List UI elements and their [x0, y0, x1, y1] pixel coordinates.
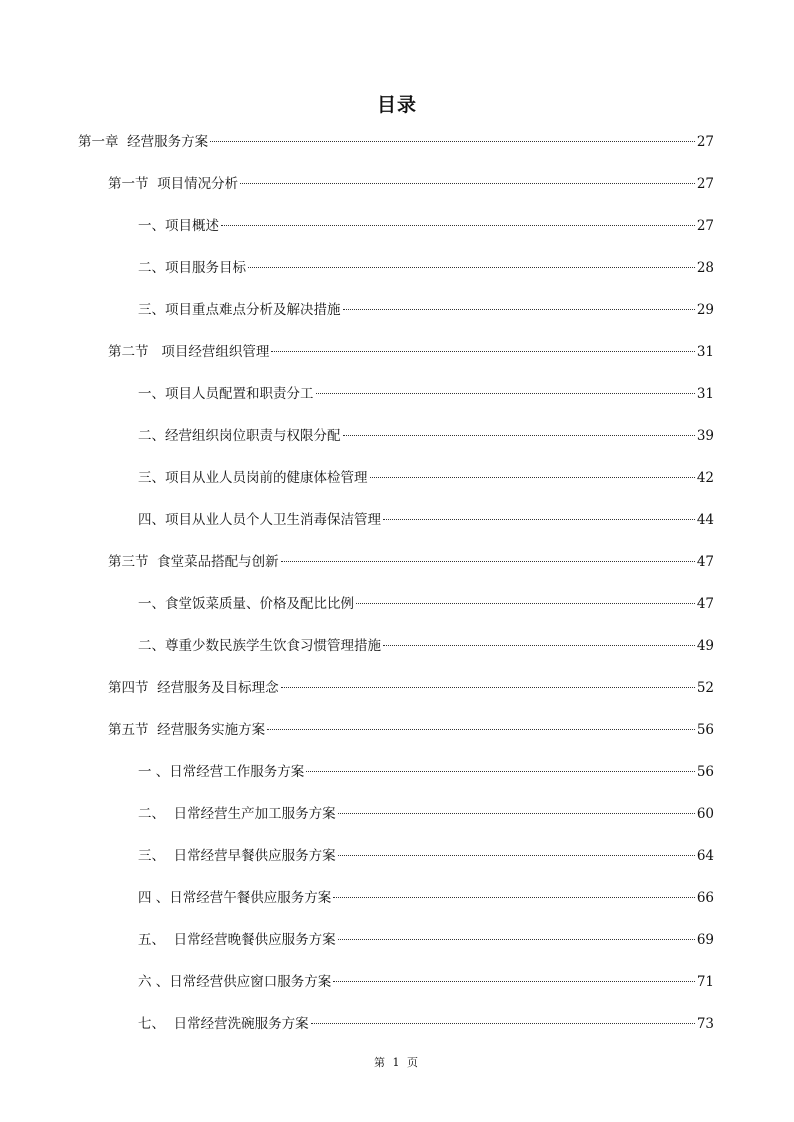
toc-entry[interactable]	[108, 677, 714, 699]
toc-entry-page: 73	[696, 1016, 714, 1032]
dot-leader	[210, 141, 695, 142]
toc-entry[interactable]	[138, 887, 714, 909]
toc-entry-page: 64	[696, 848, 714, 864]
dot-leader	[267, 729, 695, 730]
toc-entry-page: 42	[696, 470, 714, 486]
toc-entry-page: 27	[696, 176, 714, 192]
toc-entry-page: 52	[696, 680, 714, 696]
toc-entry-label: 六 、日常经营供应窗口服务方案	[138, 974, 332, 990]
toc-entry-label: 一、项目概述	[138, 218, 219, 234]
toc-entry[interactable]	[138, 593, 714, 615]
toc-entry-page: 49	[696, 638, 714, 654]
toc-entry-label: 三、项目重点难点分析及解决措施	[138, 302, 341, 318]
toc-entry-label: 第五节 经营服务实施方案	[108, 722, 266, 738]
toc-entry-label: 第一章 经营服务方案	[78, 134, 209, 150]
dot-leader	[316, 393, 695, 394]
toc-entry[interactable]	[108, 551, 714, 573]
toc-entry[interactable]	[138, 383, 714, 405]
dot-leader	[240, 183, 695, 184]
dot-leader	[306, 771, 695, 772]
toc-entry-label: 二、经营组织岗位职责与权限分配	[138, 428, 341, 444]
dot-leader	[248, 267, 695, 268]
toc-entry[interactable]	[138, 215, 714, 237]
toc-entry[interactable]	[138, 509, 714, 531]
toc-entry-label: 三、项目从业人员岗前的健康体检管理	[138, 470, 368, 486]
page-footer: 第 1 页	[374, 1056, 420, 1069]
toc-entry[interactable]	[138, 971, 714, 993]
toc-entry-page: 28	[696, 260, 714, 276]
toc-entry-label: 七、 日常经营洗碗服务方案	[138, 1016, 309, 1032]
dot-leader	[370, 477, 695, 478]
toc-entry-page: 56	[696, 764, 714, 780]
toc-entry[interactable]	[108, 341, 714, 363]
dot-leader	[338, 939, 695, 940]
dot-leader	[311, 1023, 695, 1024]
toc-entry-label: 一、项目人员配置和职责分工	[138, 386, 314, 402]
toc-entry-label: 三、 日常经营早餐供应服务方案	[138, 848, 336, 864]
dot-leader	[383, 645, 695, 646]
dot-leader	[271, 351, 694, 352]
toc-entry-label: 五、 日常经营晚餐供应服务方案	[138, 932, 336, 948]
toc-entry-label: 二、 日常经营生产加工服务方案	[138, 806, 336, 822]
dot-leader	[343, 435, 695, 436]
toc-entry-page: 47	[696, 596, 714, 612]
toc-entry[interactable]	[78, 131, 714, 153]
toc-entry-page: 44	[696, 512, 714, 528]
toc-entry[interactable]	[138, 635, 714, 657]
toc-entry-label: 一 、日常经营工作服务方案	[138, 764, 305, 780]
toc-entry[interactable]	[138, 467, 714, 489]
toc-entry-label: 一、食堂饭菜质量、价格及配比比例	[138, 596, 354, 612]
toc-entry[interactable]	[138, 299, 714, 321]
toc-entry[interactable]	[138, 1013, 714, 1035]
toc-entry[interactable]	[138, 845, 714, 867]
toc-entry-page: 66	[696, 890, 714, 906]
toc-entry-page: 39	[696, 428, 714, 444]
dot-leader	[281, 687, 695, 688]
toc-entry[interactable]	[138, 425, 714, 447]
toc-entry-page: 47	[696, 554, 714, 570]
toc-entry-page: 56	[696, 722, 714, 738]
toc-entry-label: 第一节 项目情况分析	[108, 176, 239, 192]
toc-entry[interactable]	[138, 257, 714, 279]
toc-entry[interactable]	[108, 719, 714, 741]
toc-entry-label: 四、项目从业人员个人卫生消毒保洁管理	[138, 512, 381, 528]
toc-entry-label: 四 、日常经营午餐供应服务方案	[138, 890, 332, 906]
toc-entry-page: 27	[696, 218, 714, 234]
toc-entry-label: 二、尊重少数民族学生饮食习惯管理措施	[138, 638, 381, 654]
dot-leader	[343, 309, 695, 310]
toc-entry-label: 第二节 项目经营组织管理	[108, 344, 270, 360]
dot-leader	[383, 519, 695, 520]
toc-entry-page: 31	[696, 344, 714, 360]
toc-entry[interactable]	[138, 761, 714, 783]
page-title: 目录	[376, 94, 417, 116]
dot-leader	[338, 855, 695, 856]
dot-leader	[338, 813, 695, 814]
dot-leader	[333, 981, 695, 982]
toc-entry-page: 31	[696, 386, 714, 402]
toc-entry[interactable]	[138, 929, 714, 951]
dot-leader	[281, 561, 695, 562]
dot-leader	[356, 603, 695, 604]
toc-entry[interactable]	[138, 803, 714, 825]
toc-entry-label: 第四节 经营服务及目标理念	[108, 680, 279, 696]
toc-entry[interactable]	[108, 173, 714, 195]
dot-leader	[333, 897, 695, 898]
toc-entry-page: 71	[696, 974, 714, 990]
toc-entry-label: 二、项目服务目标	[138, 260, 246, 276]
dot-leader	[221, 225, 695, 226]
toc-entry-page: 69	[696, 932, 714, 948]
toc-entry-page: 29	[696, 302, 714, 318]
toc-entry-page: 60	[696, 806, 714, 822]
toc-entry-page: 27	[696, 134, 714, 150]
toc-entry-label: 第三节 食堂菜品搭配与创新	[108, 554, 279, 570]
